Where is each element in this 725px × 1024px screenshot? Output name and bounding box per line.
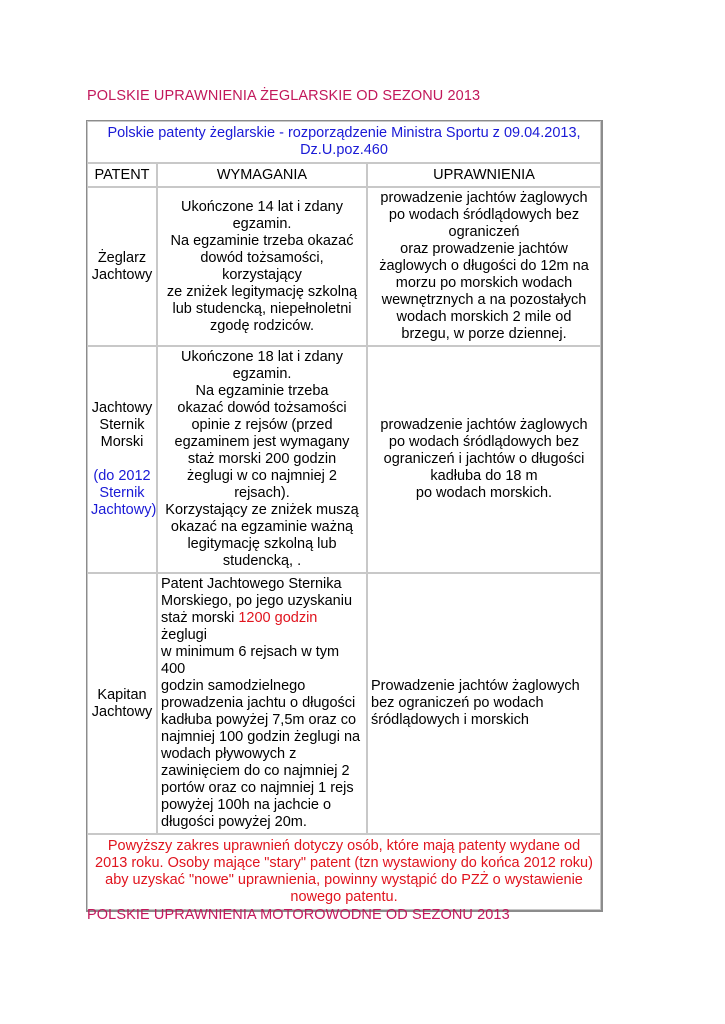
note-line: 2013 roku. Osoby mające "stary" patent (tzn wystawiony do końca 2012 roku) [95, 855, 593, 871]
text-fragment: żeglugi [161, 627, 207, 643]
patent-name-line: Kapitan [97, 686, 147, 703]
header-requirements: WYMAGANIA [157, 163, 367, 187]
text-line: zawinięciem do co najmniej 2 [161, 763, 350, 779]
text-line: powyżej 100h na jachcie o [161, 797, 332, 813]
table-row [87, 346, 601, 573]
text-line: Morskiego, po jego uzyskaniu [161, 593, 353, 609]
text-line: egzaminem jest wymagany [174, 434, 350, 450]
text-line: okazać na egzaminie ważną [170, 519, 354, 535]
patent-former-name: (do 2012 [93, 468, 151, 484]
patent-former-name: Jachtowy) [91, 502, 157, 518]
text-line: zgodę rodziców. [210, 317, 314, 334]
text-line: najmniej 100 godzin żeglugi na [161, 729, 361, 745]
permissions-cell [367, 573, 601, 834]
text-line: prowadzenie jachtów żaglowych [380, 190, 588, 206]
text-line: portów oraz co najmniej 1 rejs [161, 780, 354, 796]
header-permissions: UPRAWNIENIA [367, 163, 601, 187]
permissions-cell [367, 346, 601, 573]
permissions-cell [367, 187, 601, 346]
text-line: ze zniżek legitymację szkolną [166, 283, 358, 300]
text-line: kadłuba powyżej 7,5m oraz co [161, 712, 357, 728]
patent-name-cell [87, 573, 157, 834]
patent-name-line: Sternik [99, 417, 145, 433]
section-heading-motorboat: POLSKIE UPRAWNIENIA MOTOROWODNE OD SEZONU 2013 [87, 907, 510, 923]
text-line: Ukończone 14 lat i zdany [180, 198, 343, 215]
patent-name-line: Jachtowy [91, 266, 153, 283]
note-line: nowego patentu. [290, 889, 398, 905]
note-line: aby uzyskać "nowe" uprawnienia, powinny wystąpić do PZŻ o wystawienie [105, 872, 583, 888]
requirements-cell [157, 573, 367, 834]
text-line: ograniczeń [448, 224, 520, 240]
table-caption [87, 121, 601, 163]
text-line: po wodach śródlądowych bez [388, 434, 580, 450]
text-line: kadłuba do 18 m [430, 468, 538, 484]
text-line: Prowadzenie jachtów żaglowych [371, 678, 580, 694]
patent-name-line: Morski [100, 434, 144, 450]
caption-line: Dz.U.poz.460 [300, 142, 388, 158]
table-note [87, 834, 601, 910]
patent-name-line: Jachtowy [91, 400, 153, 416]
text-line: studencką, . [222, 553, 302, 569]
text-line: prowadzenia jachtu o długości [161, 695, 356, 711]
text-line: godzin samodzielnego [161, 678, 306, 694]
text-line: ograniczeń i jachtów o długości [383, 451, 585, 467]
text-line: staż morski 200 godzin [187, 451, 337, 467]
text-line: wodach pływowych z [161, 746, 297, 762]
text-line: okazać dowód tożsamości [177, 400, 347, 416]
text-line: wodach morskich 2 mile od [396, 309, 572, 325]
table-row [87, 187, 601, 346]
note-line: Powyższy zakres uprawnień dotyczy osób, które mają patenty wydane od [107, 838, 581, 854]
text-line: Na egzaminie trzeba [195, 383, 329, 399]
table-row [87, 573, 601, 834]
text-line: Na egzaminie trzeba okazać [170, 232, 354, 249]
patent-name-cell [87, 346, 157, 573]
section-heading-sailing: POLSKIE UPRAWNIENIA ŻEGLARSKIE OD SEZONU 2013 [87, 88, 481, 104]
text-line: wewnętrznych a na pozostałych [381, 292, 587, 308]
text-line: żeglugi w co najmniej 2 rejsach). [187, 468, 337, 501]
text-line: morzu po morskich wodach [395, 275, 573, 291]
text-line: prowadzenie jachtów żaglowych [380, 417, 588, 433]
text-line: egzamin. [232, 366, 292, 382]
text-line: żaglowych o długości do 12m na [379, 258, 589, 274]
patent-name-cell [87, 187, 157, 346]
patent-name-line: Żeglarz [97, 249, 147, 266]
requirements-cell [157, 346, 367, 573]
text-line: egzamin. [232, 215, 292, 232]
text-line: w minimum 6 rejsach w tym 400 [161, 644, 340, 677]
text-line: Ukończone 18 lat i zdany [180, 349, 343, 365]
text-line: opinie z rejsów (przed [191, 417, 333, 433]
sailing-patents-table [86, 120, 603, 912]
header-patent: PATENT [87, 163, 157, 187]
spacer [91, 451, 153, 468]
text-line: legitymację szkolną lub [187, 536, 337, 552]
text-line: po wodach morskich. [415, 485, 553, 501]
text-line: Korzystający ze zniżek muszą [165, 502, 359, 518]
patent-former-name: Sternik [99, 485, 145, 501]
text-line: długości powyżej 20m. [161, 814, 307, 830]
caption-line: Polskie patenty żeglarskie - rozporządzenie Ministra Sportu z 09.04.2013, [107, 125, 581, 141]
text-line: brzegu, w porze dziennej. [401, 326, 567, 342]
text-line: śródlądowych i morskich [371, 712, 529, 728]
text-fragment: staż morski [161, 610, 239, 626]
text-line: dowód tożsamości, korzystający [200, 249, 324, 283]
patent-name-line: Jachtowy [91, 703, 153, 720]
text-line: bez ograniczeń po wodach [371, 695, 544, 711]
text-line: oraz prowadzenie jachtów [400, 241, 568, 257]
requirements-cell [157, 187, 367, 346]
text-line: po wodach śródlądowych bez [388, 207, 580, 223]
text-line: Patent Jachtowego Sternika [161, 576, 342, 592]
highlighted-hours: 1200 godzin [238, 610, 318, 626]
text-line: lub studencką, niepełnoletni [172, 300, 352, 317]
text-line [161, 610, 363, 644]
